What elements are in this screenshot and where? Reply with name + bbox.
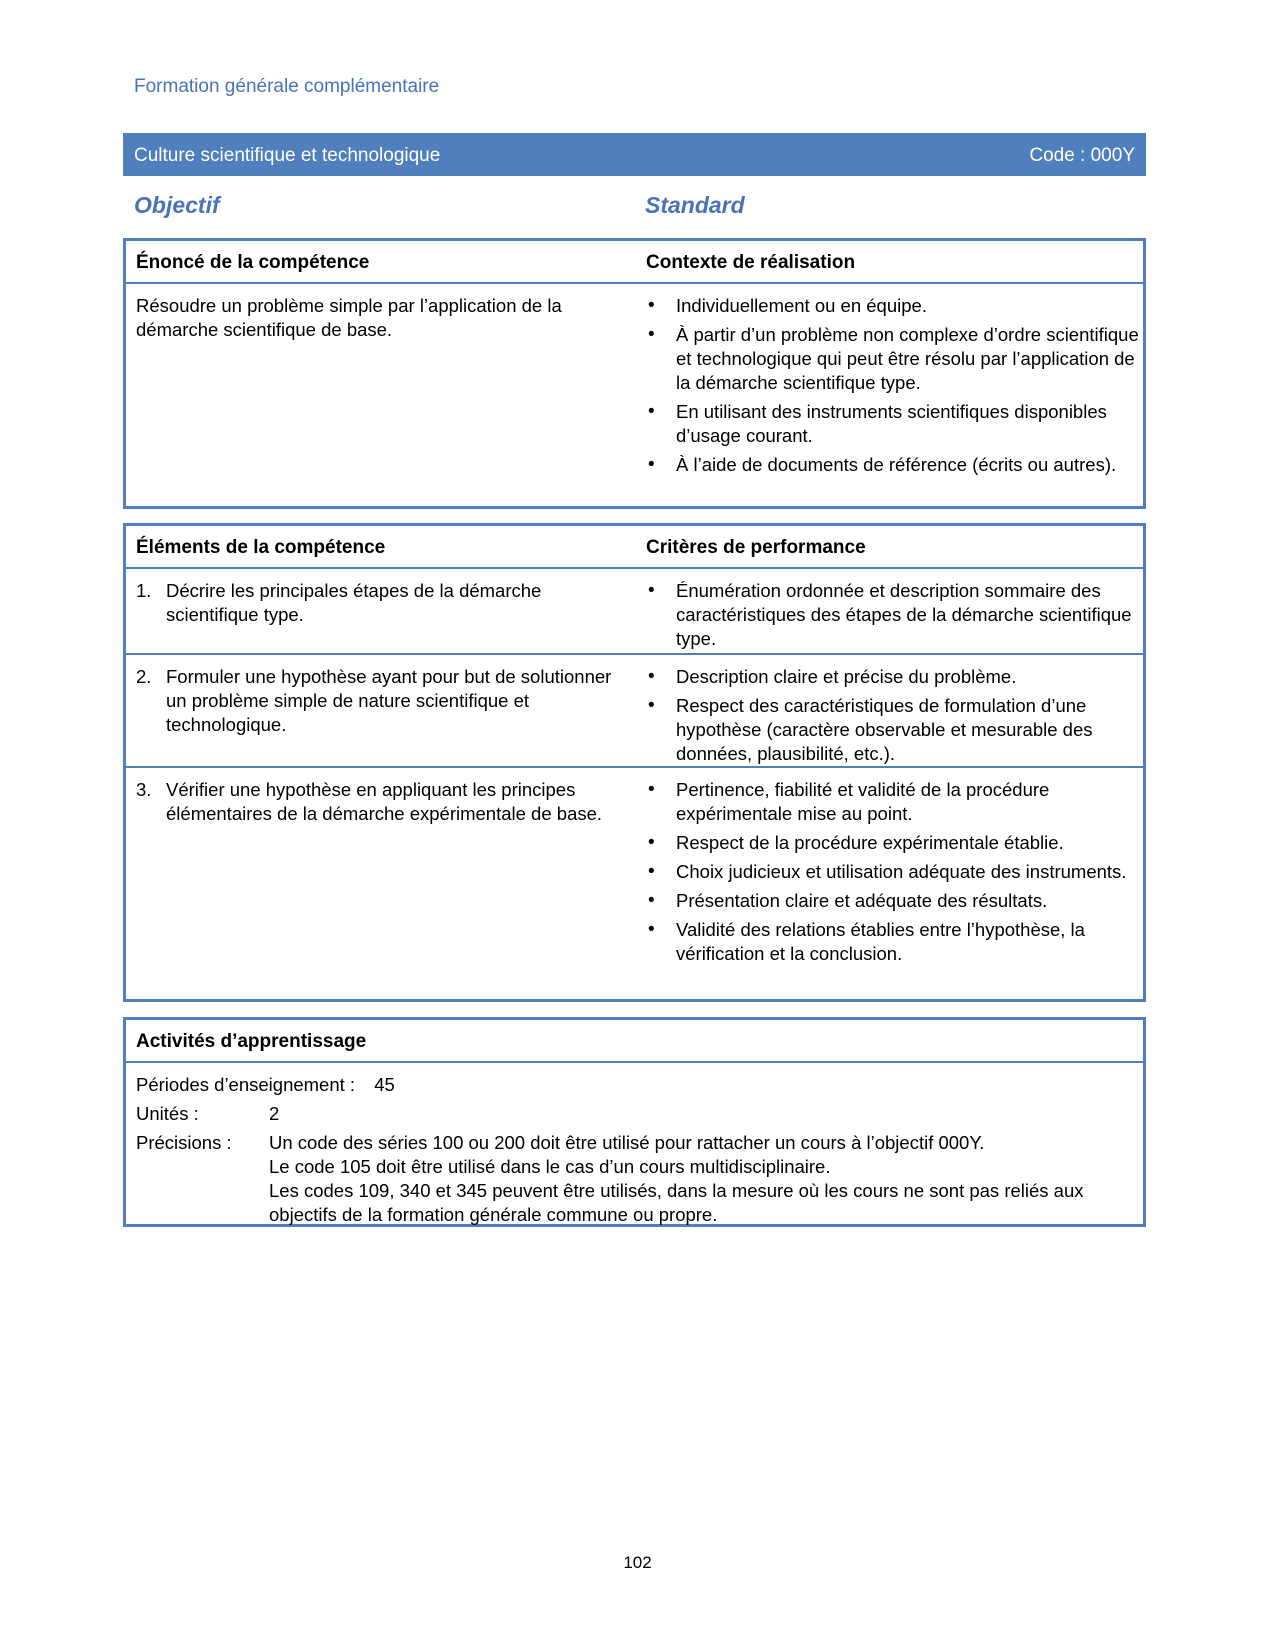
element-number: 3. xyxy=(136,779,152,800)
criteria-item: • Choix judicieux et utilisation adéquate des instruments. xyxy=(646,860,1141,884)
units-line xyxy=(136,1102,336,1126)
element-item xyxy=(136,665,626,737)
criteria-item: • Respect de la procédure expérimentale établie. xyxy=(646,831,1141,855)
context-list xyxy=(646,294,1141,477)
activities-header xyxy=(126,1020,1143,1063)
context-list-wrap xyxy=(646,294,1141,482)
criteria-item: • Énumération ordonnée et description sommaire des caractéristiques des étapes de la démarche scientifique type. xyxy=(646,579,1141,651)
criteria-list xyxy=(646,665,1141,766)
activities-heading: Activités d’apprentissage xyxy=(136,1031,367,1052)
context-item: • Individuellement ou en équipe. xyxy=(646,294,1141,318)
element-row xyxy=(126,655,1143,768)
elements-box xyxy=(123,523,1146,1002)
element-number: 2. xyxy=(136,666,152,687)
units-value: 2 xyxy=(269,1103,280,1124)
element-row xyxy=(126,768,1143,994)
title-bar xyxy=(123,133,1146,176)
periods-line xyxy=(136,1073,395,1097)
elements-heading: Éléments de la compétence xyxy=(136,537,386,558)
activities-box xyxy=(123,1017,1146,1227)
context-heading: Contexte de réalisation xyxy=(646,252,856,273)
criteria-wrap xyxy=(646,778,1141,971)
criteria-item: • Respect des caractéristiques de formulation d’une hypothèse (caractère observable et mesurable des données, plausibilité, etc.). xyxy=(646,694,1141,766)
element-item xyxy=(136,778,626,826)
criteria-item: • Description claire et précise du problème. xyxy=(646,665,1141,689)
element-text: Vérifier une hypothèse en appliquant les principes élémentaires de la démarche expérimentale de base. xyxy=(166,779,603,824)
element-row xyxy=(126,569,1143,655)
course-code: Code : 000Y xyxy=(1029,145,1135,166)
statement-heading: Énoncé de la compétence xyxy=(136,252,370,273)
subhead-standard: Standard xyxy=(645,192,745,218)
section-subheads xyxy=(134,192,1134,222)
elements-header xyxy=(126,526,1143,569)
element-text: Formuler une hypothèse ayant pour but de solutionner un problème simple de nature scientifique et technologique. xyxy=(166,666,612,735)
context-item: • En utilisant des instruments scientifiques disponibles d’usage courant. xyxy=(646,400,1141,448)
context-item: • À l’aide de documents de référence (écrits ou autres). xyxy=(646,453,1141,477)
statement-row xyxy=(126,284,1143,506)
criteria-item: • Pertinence, fiabilité et validité de la procédure expérimentale mise au point. xyxy=(646,778,1141,826)
criteria-list xyxy=(646,579,1141,651)
context-item: • À partir d’un problème non complexe d’ordre scientifique et technologique qui peut être résolu par l’application de la démarche scientifique type. xyxy=(646,323,1141,395)
activities-body xyxy=(126,1063,1143,1223)
criteria-item: • Présentation claire et adéquate des résultats. xyxy=(646,889,1141,913)
element-number: 1. xyxy=(136,580,152,601)
running-header: Formation générale complémentaire xyxy=(134,76,440,97)
element-text: Décrire les principales étapes de la démarche scientifique type. xyxy=(166,580,542,625)
precisions-lines xyxy=(269,1131,1139,1227)
precision-line: Le code 105 doit être utilisé dans le cas d’un cours multidisciplinaire. xyxy=(269,1156,831,1177)
criteria-item: • Validité des relations établies entre l’hypothèse, la vérification et la conclusion. xyxy=(646,918,1141,966)
statement-box xyxy=(123,238,1146,509)
competency-text: Résoudre un problème simple par l’application de la démarche scientifique de base. xyxy=(136,295,562,340)
units-label: Unités : xyxy=(136,1103,199,1124)
precisions-label: Précisions : xyxy=(136,1132,232,1153)
criteria-wrap xyxy=(646,579,1141,656)
criteria-wrap xyxy=(646,665,1141,771)
subhead-objectif: Objectif xyxy=(134,192,220,218)
precision-line: Les codes 109, 340 et 345 peuvent être utilisés, dans la mesure où les cours ne sont pas reliés aux objectifs de la formation générale commune ou propre. xyxy=(269,1180,1084,1225)
criteria-list xyxy=(646,778,1141,966)
element-item xyxy=(136,579,626,627)
criteria-heading: Critères de performance xyxy=(646,537,866,558)
precision-line: Un code des séries 100 ou 200 doit être utilisé pour rattacher un cours à l’objectif 000Y. xyxy=(269,1132,985,1153)
page-number: 102 xyxy=(623,1553,652,1572)
periods-value: 45 xyxy=(374,1074,395,1095)
periods-label: Périodes d’enseignement : xyxy=(136,1074,356,1095)
statement-header xyxy=(126,241,1143,284)
course-title: Culture scientifique et technologique xyxy=(134,145,441,166)
